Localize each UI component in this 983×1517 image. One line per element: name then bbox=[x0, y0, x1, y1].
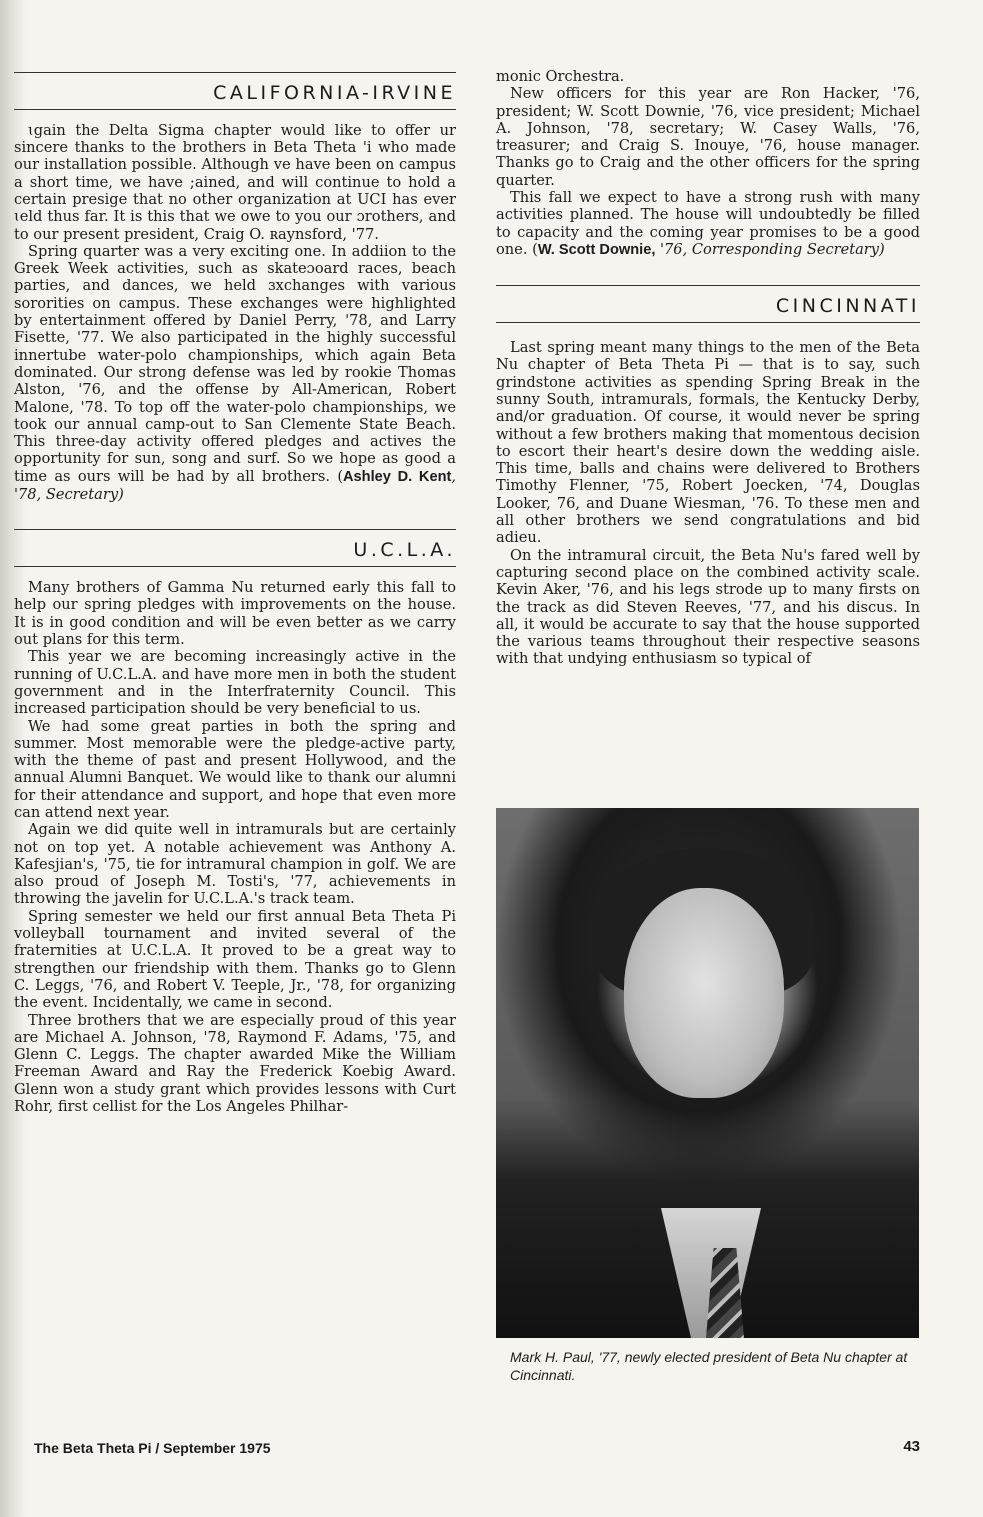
publication-footer: The Beta Theta Pi / September 1975 bbox=[34, 1440, 271, 1456]
irvine-paragraph-1: ɩgain the Delta Sigma chapter would like to offer ur sincere thanks to the brothers in Beta Theta 'i who made our installation possible. Although ve have been on campus a short time, we have ;ained, and will continue to hold a certain presige that no other organization at UCI has ever ɩeld thus far. It is this that we owe to you our ɔrothers, and to our present president, Craig O. ʀaynsford, '77. bbox=[14, 121, 456, 243]
ucla-continued-3-text: This fall we expect to have a strong rush with many activities planned. The house will undoubtedly be filled to capacity and the coming year promises to be a good one. bbox=[496, 189, 920, 258]
heading-rule bbox=[14, 566, 456, 567]
signature-role: , '78, Secretary) bbox=[14, 467, 456, 504]
section-title-irvine: CALIFORNIA-IRVINE bbox=[213, 82, 456, 104]
ucla-continued-1: monic Orchestra. bbox=[496, 68, 625, 85]
signature-name: W. Scott Downie, bbox=[537, 241, 656, 258]
photo-caption: Mark H. Paul, '77, newly elected president of Beta Nu chapter at Cincinnati. bbox=[510, 1349, 908, 1383]
right-column bbox=[496, 68, 920, 668]
ucla-signature bbox=[532, 241, 885, 258]
cincinnati-paragraph-2: On the intramural circuit, the Beta Nu's fared well by capturing second place on the combined activity scale. Kevin Aker, '76, and his legs strode up to many firsts on the track as did Steven Reeves, '77, and his discus. In all, it would be accurate to say that the house supported the various teams throughout their respective seasons with that undying enthusiasm so typical of bbox=[496, 546, 920, 668]
section-title-cincinnati: CINCINNATI bbox=[775, 295, 920, 318]
ucla-heading bbox=[14, 529, 456, 567]
ucla-paragraph-3: We had some great parties in both the spring and summer. Most memorable were the pledge-active party, with the theme of past and present Hollywood, and the annual Alumni Banquet. We would like to thank our alumni for their attendance and support, and hope that even more can attend next year. bbox=[14, 717, 456, 821]
left-column bbox=[14, 64, 456, 1115]
irvine-paragraph-2 bbox=[14, 243, 456, 503]
portrait-photo bbox=[496, 808, 919, 1338]
ucla-continued-3 bbox=[496, 189, 920, 259]
ucla-paragraph-5: Spring semester we held our first annual Beta Theta Pi volleyball tournament and invited several of the fraternities at U.C.L.A. It proved to be a great way to strengthen our friendship with them. Thanks go to Glenn C. Leggs, '76, and Robert V. Teeple, Jr., '78, for organizing the event. Incidentally, we came in second. bbox=[14, 907, 456, 1012]
ucla-paragraph-6: Three brothers that we are especially proud of this year are Michael A. Johnson, '78, Raymond F. Adams, '75, and Glenn C. Leggs. The chapter awarded Mike the William Freeman Award and Ray the Frederick Koebig Award. Glenn won a study grant which provides lessons with Curt Rohr, first cellist for the Los Angeles Philhar- bbox=[14, 1011, 456, 1116]
ucla-paragraph-2: This year we are becoming increasingly active in the running of U.C.L.A. and have more men in both the student government and in the Interfraternity Council. This increased participation should be very beneficial to us. bbox=[14, 648, 456, 718]
cincinnati-heading bbox=[496, 285, 920, 323]
heading-rule bbox=[14, 109, 456, 110]
ucla-paragraph-4: Again we did quite well in intramurals but are certainly not on top yet. A notable achievement was Anthony A. Kafesjian's, '75, tie for intramural champion in golf. We are also proud of Joseph M. Tosti's, '77, achievements in throwing the javelin for U.C.L.A.'s track team. bbox=[14, 821, 456, 908]
signature-role: '76, Corresponding Secretary) bbox=[655, 240, 885, 258]
page-number: 43 bbox=[903, 1438, 920, 1455]
signature-open: ( bbox=[532, 240, 538, 258]
signature-name: Ashley D. Kent bbox=[343, 468, 452, 485]
irvine-paragraph-2-text: Spring quarter was a very exciting one. In addiion to the Greek Week activities, such as skateɔoard races, beach parties, and dances, we held ɜxchanges with various sororities on campus. These exchanges were highlighted by entertainment offered by Daniel Perry, '78, and Larry Fisette, '77. We also participated in the highly successful innertube water-polo championships, which again Beta dominated. Our strong defense was led by rookie Thomas Alston, '76, and the offense by All-American, Robert Malone, '78. To top off the water-polo championships, we took our annual camp-out to San Clemente State Beach. This three-day activity offered pledges and actives the opportunity for sun, song and surf. So we hope as good a time as ours will be had by all brothers. bbox=[14, 242, 456, 485]
signature-open: ( bbox=[337, 467, 344, 485]
cincinnati-paragraph-1: Last spring meant many things to the men of the Beta Nu chapter of Beta Theta Pi — that is to say, such grindstone activities as spending Spring Break in the sunny South, intramurals, formals, the Kentucky Derby, and/or graduation. Of course, it would never be spring without a few brothers making that momentous decision to escort their heart's desire down the wedding aisle. This time, balls and chains were delivered to Brothers Timothy Flenner, '75, Robert Joecken, '74, Douglas Looker, 76, and Duane Wiesman, '76. To these men and all other brothers we send congratulations and bid adieu. bbox=[496, 339, 920, 547]
irvine-heading bbox=[14, 72, 456, 110]
ucla-continued-2: New officers for this year are Ron Hacker, '76, president; W. Scott Downie, '76, vice president; Michael A. Johnson, '78, secretary; W. Casey Walls, '76, treasurer; and Craig S. Inouye, '76, house manager. Thanks go to Craig and the other officers for the spring quarter. bbox=[496, 85, 920, 189]
section-title-ucla: U.C.L.A. bbox=[353, 539, 456, 562]
heading-rule bbox=[496, 322, 920, 323]
ucla-paragraph-1: Many brothers of Gamma Nu returned early this fall to help our spring pledges with improvements on the house. It is in good condition and will be even better as we carry out plans for this term. bbox=[14, 579, 456, 649]
portrait-face bbox=[624, 888, 784, 1098]
